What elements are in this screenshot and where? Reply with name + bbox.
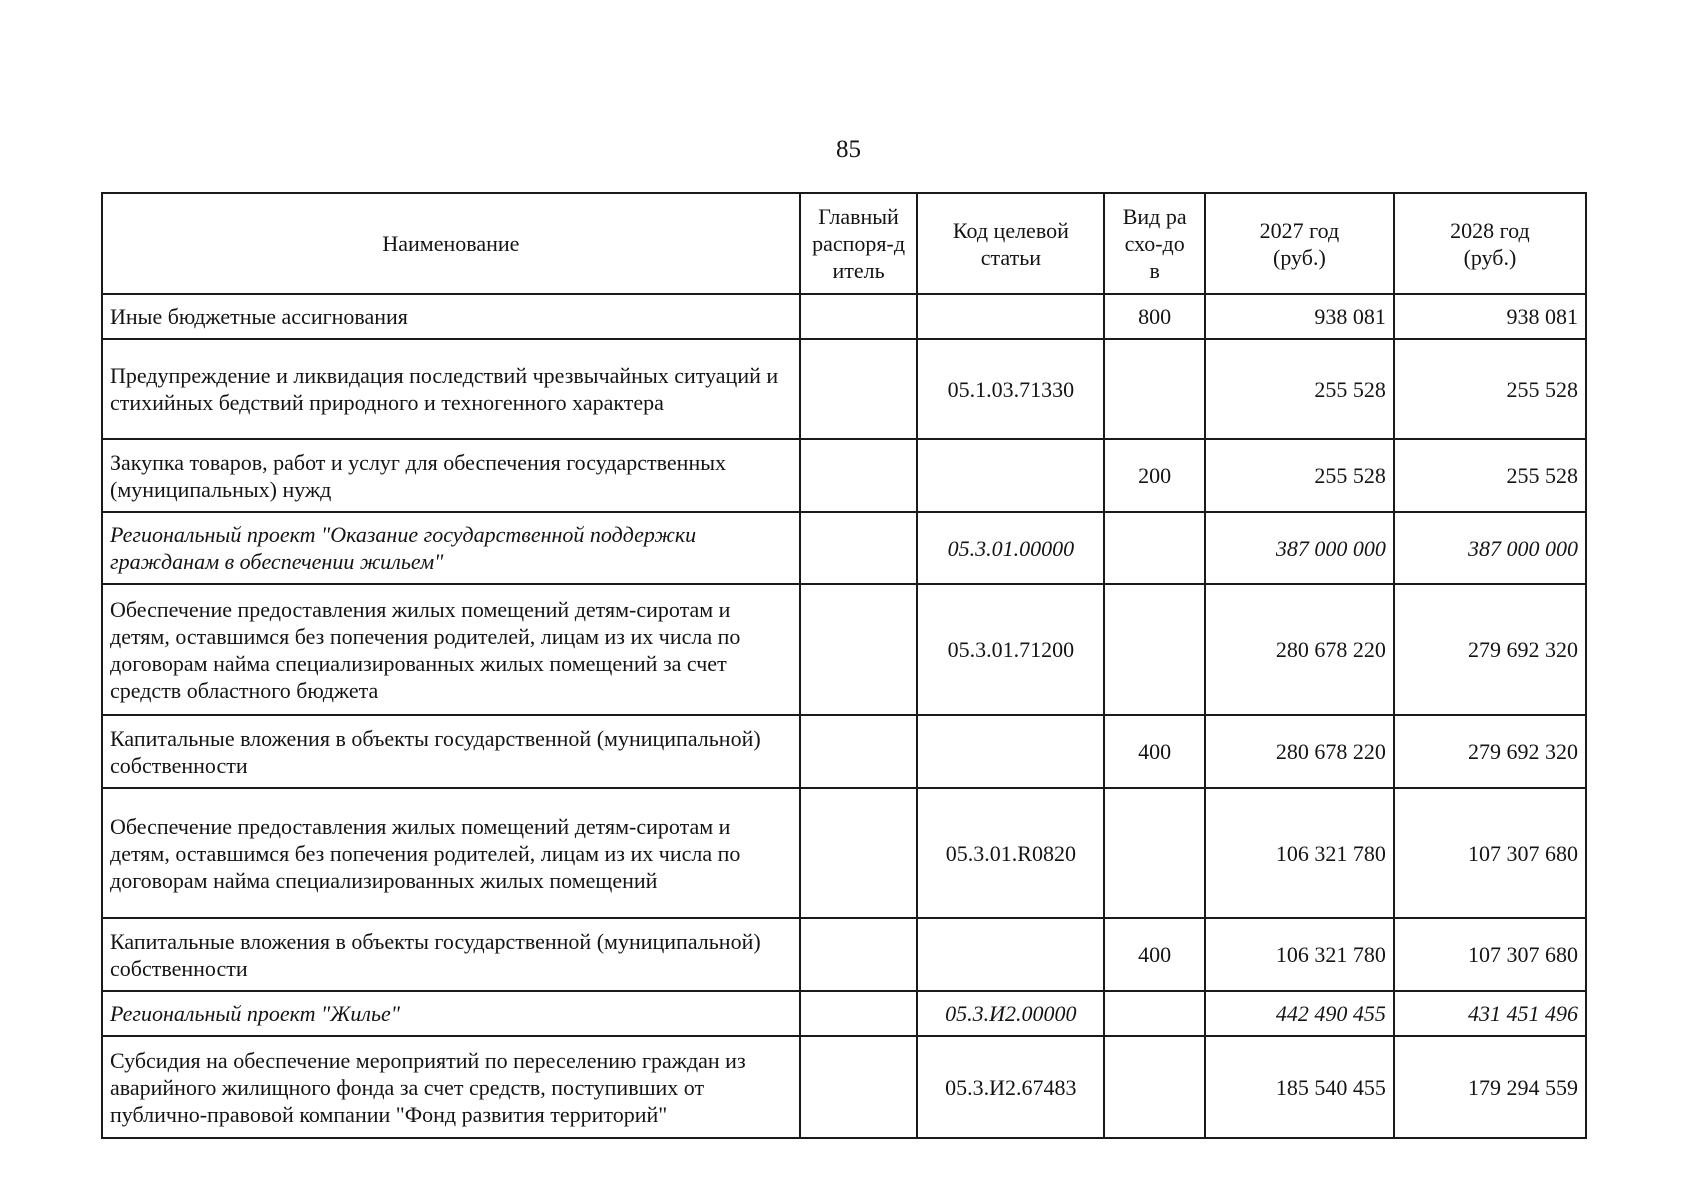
table-row [102,788,1586,918]
page-number: 85 [836,136,861,163]
row-target-code [917,918,1104,991]
table-row [102,439,1586,512]
row-expense-type [1104,1036,1205,1138]
row-value-2027: 442 490 455 [1205,991,1394,1036]
row-expense-type: 400 [1104,918,1205,991]
row-target-code: 05.3.И2.67483 [917,1036,1104,1138]
row-value-2027: 938 081 [1205,294,1394,339]
row-main-manager [800,1036,918,1138]
header-expense-type-text: Вид расхо-дов [1122,204,1187,283]
row-name: Субсидия на обеспечение мероприятий по переселению граждан из аварийного жилищного фонда за счет средств, поступивших от публично-правовой компании "Фонд развития территорий" [102,1036,800,1138]
row-value-2028: 938 081 [1394,294,1586,339]
row-value-2027: 280 678 220 [1205,715,1394,788]
row-name: Региональный проект "Жилье" [102,991,800,1036]
row-main-manager [800,294,918,339]
table-row [102,512,1586,584]
row-name: Обеспечение предоставления жилых помещений детям-сиротам и детям, оставшимся без попечения родителей, лицам из их числа по договорам найма специализированных жилых помещений [102,788,800,918]
header-year-2027-text: 2027 год (руб.) [1259,217,1340,270]
header-year-2028 [1394,193,1586,294]
row-value-2027: 255 528 [1205,439,1394,512]
table-header-row [102,193,1586,294]
row-expense-type: 200 [1104,439,1205,512]
row-target-code: 05.1.03.71330 [917,339,1104,439]
row-name: Капитальные вложения в объекты государственной (муниципальной) собственности [102,715,800,788]
header-main-manager-text: Главный распоря-дитель [812,204,906,283]
header-target-code-text: Код целевой статьи [952,217,1069,270]
row-main-manager [800,512,918,584]
row-value-2027: 106 321 780 [1205,788,1394,918]
row-target-code: 05.3.01.71200 [917,584,1104,715]
row-value-2028: 107 307 680 [1394,788,1586,918]
header-expense-type [1104,193,1205,294]
row-expense-type [1104,339,1205,439]
header-year-2027 [1205,193,1394,294]
row-value-2028: 279 692 320 [1394,715,1586,788]
row-value-2028: 279 692 320 [1394,584,1586,715]
table-row [102,991,1586,1036]
row-main-manager [800,584,918,715]
row-value-2028: 255 528 [1394,339,1586,439]
row-main-manager [800,918,918,991]
row-main-manager [800,788,918,918]
row-value-2028: 179 294 559 [1394,1036,1586,1138]
row-value-2028: 255 528 [1394,439,1586,512]
budget-table [101,192,1587,1139]
row-main-manager [800,339,918,439]
row-value-2027: 280 678 220 [1205,584,1394,715]
row-value-2027: 255 528 [1205,339,1394,439]
row-value-2027: 387 000 000 [1205,512,1394,584]
row-target-code: 05.3.И2.00000 [917,991,1104,1036]
header-target-code [917,193,1104,294]
row-expense-type: 400 [1104,715,1205,788]
row-main-manager [800,439,918,512]
row-expense-type [1104,512,1205,584]
row-target-code: 05.3.01.00000 [917,512,1104,584]
header-name: Наименование [102,193,800,294]
table-row [102,294,1586,339]
row-target-code: 05.3.01.R0820 [917,788,1104,918]
header-main-manager [800,193,918,294]
row-target-code [917,439,1104,512]
row-value-2028: 107 307 680 [1394,918,1586,991]
row-name: Региональный проект "Оказание государственной поддержки гражданам в обеспечении жильем" [102,512,800,584]
row-expense-type [1104,991,1205,1036]
row-target-code [917,294,1104,339]
row-value-2027: 185 540 455 [1205,1036,1394,1138]
header-year-2028-text: 2028 год (руб.) [1450,217,1530,270]
row-expense-type [1104,584,1205,715]
row-name: Капитальные вложения в объекты государственной (муниципальной) собственности [102,918,800,991]
row-value-2027: 106 321 780 [1205,918,1394,991]
table-row [102,918,1586,991]
row-value-2028: 387 000 000 [1394,512,1586,584]
row-target-code [917,715,1104,788]
row-value-2028: 431 451 496 [1394,991,1586,1036]
row-name: Обеспечение предоставления жилых помещений детям-сиротам и детям, оставшимся без попечения родителей, лицам из их числа по договорам найма специализированных жилых помещений за счет средств областного бюджета [102,584,800,715]
row-name: Иные бюджетные ассигнования [102,294,800,339]
table-row [102,584,1586,715]
row-name: Предупреждение и ликвидация последствий чрезвычайных ситуаций и стихийных бедствий природного и техногенного характера [102,339,800,439]
table-row [102,715,1586,788]
row-main-manager [800,991,918,1036]
table-row [102,339,1586,439]
row-name: Закупка товаров, работ и услуг для обеспечения государственных (муниципальных) нужд [102,439,800,512]
row-main-manager [800,715,918,788]
row-expense-type: 800 [1104,294,1205,339]
row-expense-type [1104,788,1205,918]
table-row [102,1036,1586,1138]
